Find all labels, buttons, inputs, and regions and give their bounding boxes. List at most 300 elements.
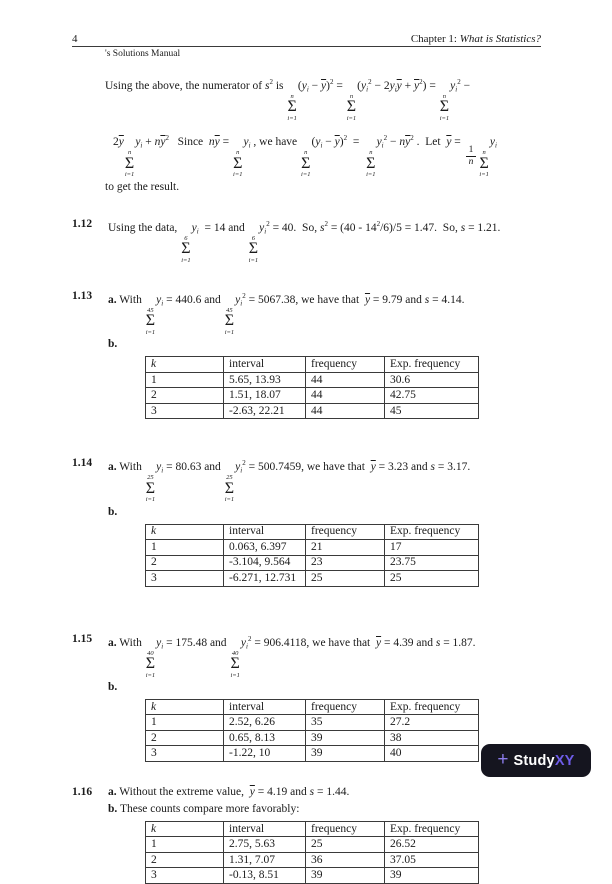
formula-token: = 5067.38, we have that [245,293,365,306]
formula-token: 45 [226,306,233,314]
table-cell: 1 [146,837,224,853]
formula-token: n [236,149,240,157]
logo-study-text: Study [513,752,555,769]
formula-token: 6 [184,234,188,242]
table-cell: 1 [146,715,224,731]
formula-token: y [156,293,162,306]
table-cell: -2.63, 22.21 [224,403,306,419]
table-cell: 27.2 [385,715,479,731]
formula-token: + [401,80,414,92]
table-row [146,837,479,853]
formula-token: = 3.23 and [375,461,431,474]
frequency-table-1-14 [145,524,479,587]
summation-symbol [124,149,135,178]
formula-line [108,208,540,264]
formula-token: 40 [147,649,154,657]
formula-token: s [430,461,435,474]
formula-token: n [482,149,486,157]
table-cell: -6.271, 12.731 [224,571,306,587]
table-row [146,388,479,404]
formula-token: i [366,85,369,94]
summation-symbol [224,474,235,503]
formula-token: n [304,149,308,157]
table-header-row [146,524,479,540]
summation-symbol [145,650,156,679]
problem-number: 1.16 [72,785,93,798]
formula-token: i=1 [346,114,357,122]
formula-token: Σ [439,98,450,116]
header-rule-row [72,33,541,47]
table-row [146,730,479,746]
summation-symbol [232,149,243,178]
formula-token: . Let [413,136,447,149]
formula-token: i [381,141,384,150]
table-cell: 39 [385,868,479,884]
formula-token: i=1 [301,171,311,179]
formula-token: Σ [224,312,235,330]
formula-token: 2 [368,78,372,86]
formula-token: With [116,636,145,649]
table-cell: 36 [306,852,385,868]
formula-token: s [424,293,430,306]
table-cell: -1.22, 10 [224,746,306,762]
formula-token: n [399,136,406,149]
table-row [146,715,479,731]
formula-token: 2 [457,78,461,86]
formula-token: y [301,80,307,92]
formula-token: i [248,141,251,150]
page-content [72,66,540,884]
table-cell: 39 [306,868,385,884]
formula-token: 2 [242,459,246,468]
table-cell: -3.104, 9.564 [224,555,306,571]
column-header: k [146,524,224,540]
formula-token: n [349,93,354,100]
formula-token: s [319,221,325,234]
formula-token: 2 [376,219,381,228]
formula-token: $\overline{y}$ [376,636,382,649]
table-cell: 39 [306,746,385,762]
problem-1-13 [72,280,540,419]
chapter-prefix: Chapter 1: [410,33,460,45]
formula-token: + [142,136,155,149]
formula-token: i=1 [181,256,191,264]
table-cell: 25 [306,571,385,587]
formula-token: /6)/5 = 1.47. So, [380,221,461,234]
formula-token: , we have [250,136,301,149]
manual-title: 's Solutions Manual [105,49,181,59]
formula-token: i=1 [366,171,376,179]
formula-token: 2 [383,134,388,143]
formula-token: Σ [287,98,297,116]
formula-token: n [127,149,132,157]
table-cell: 2 [146,852,224,868]
formula-token: b. [108,338,118,351]
table-cell: 3 [146,571,224,587]
formula-token: n [442,93,447,100]
formula-token: i [161,642,164,651]
table-cell: 26.52 [385,837,479,853]
part-b-label [108,504,540,521]
formula-token: to get the result. [105,180,180,193]
formula-token: 2 [410,134,414,143]
formula-token: = 9.79 and [370,293,425,306]
table-cell: 3 [146,746,224,762]
table-cell: 44 [306,388,385,404]
logo-xy-text: XY [554,752,575,769]
formula-token: − [460,80,471,92]
studyxy-logo [481,744,591,777]
formula-token: 2 [419,78,423,86]
formula-token: n [468,157,474,168]
formula-token: Σ [248,240,259,258]
table-cell: 17 [385,540,479,556]
formula-token: 25 [147,474,154,482]
table-cell: 2 [146,388,224,404]
formula-token: y [361,80,367,92]
formula-token: = 1.87. [440,636,476,649]
formula-token: ( [297,80,302,92]
formula-token: = 1.21. [465,221,501,234]
formula-token: ) = [422,80,439,92]
formula-token: $\overline{y}$ [321,80,327,92]
formula-token: = [219,136,233,149]
formula-token: = 1.44. [314,785,350,798]
problem-number: 1.12 [72,217,93,230]
formula-token: i [320,141,323,150]
table-cell: 35 [306,715,385,731]
table-cell: 0.65, 8.13 [224,730,306,746]
formula-token: Using the above, the numerator of [105,80,265,92]
formula-token: Since [168,136,209,149]
column-header: frequency [306,524,385,540]
table-cell: 1 [146,540,224,556]
formula-token: = [347,136,366,149]
summation-symbol [180,235,191,264]
formula-token: = 906.4118, we have that [251,636,376,649]
table-row [146,852,479,868]
table-cell: 44 [306,403,385,419]
formula-token: 2 [165,134,169,143]
formula-token: a. [108,293,117,306]
formula-token: $\overline{y}$ [370,461,376,474]
summation-symbol [439,93,450,122]
table-cell: 3 [146,868,224,884]
table-row [146,555,479,571]
formula-token: = 14 and [198,221,248,234]
formula-line [105,66,540,122]
formula-token: 2 [324,219,328,228]
formula-token: y [156,461,162,474]
formula-token: − [387,136,400,149]
formula-token: $\overline{y}$ [396,80,402,92]
problem-1-16 [72,784,540,884]
formula-token: i=1 [224,496,235,504]
table-cell: -0.13, 8.51 [224,868,306,884]
formula-token: = 440.6 and [163,293,224,306]
formula-token: a. [108,461,117,474]
formula-token: Σ [479,154,489,172]
column-header: interval [224,357,306,373]
table-cell: 2 [146,555,224,571]
summation-symbol [300,149,311,178]
column-header: interval [224,524,306,540]
formula-token: Using the data, [108,221,181,234]
table-cell: 1 [146,372,224,388]
formula-token: i=1 [224,328,235,336]
part-b-label [108,679,540,696]
formula-token: 2 [247,634,252,643]
formula-token: 1 [466,145,477,157]
problem-1-12 [72,208,540,264]
formula-token: y [156,636,162,649]
formula-token: i=1 [287,114,297,122]
formula-token: y [450,80,456,92]
formula-token: y [259,221,265,234]
formula-token: $\overline{y}$ [214,136,220,149]
table-row [146,403,479,419]
formula-token: 6 [251,234,256,242]
column-header: interval [224,699,306,715]
column-header: k [146,357,224,373]
formula-line [108,623,540,679]
formula-token: y [389,80,395,92]
formula-token: y [243,136,249,149]
formula-token: $\overline{y}$ [414,80,420,92]
formula-line [108,447,540,503]
formula-token: − [308,80,322,92]
text-line [108,801,540,818]
formula-token: i=1 [439,114,450,122]
column-header: Exp. frequency [385,821,479,837]
formula-token: ) [339,136,344,149]
table-cell: 42.75 [385,388,479,404]
formula-token: Without the extreme value, [116,785,250,798]
formula-token: n [290,93,294,100]
formula-token: Σ [145,655,156,673]
formula-token: s [265,80,270,92]
fraction [466,145,477,169]
column-header: frequency [306,821,385,837]
formula-token: i=1 [145,496,156,504]
table-row [146,540,479,556]
logo-wordmark [514,752,575,770]
formula-token: $\overline{y}$ [118,136,124,149]
summation-symbol [229,650,240,679]
formula-token: = 4.14. [429,293,465,306]
column-header: Exp. frequency [385,524,479,540]
column-header: frequency [306,699,385,715]
page-number: 4 [72,33,78,45]
frequency-table-1-13 [145,356,479,419]
formula-token: y [135,136,141,149]
formula-token: 2 [329,78,334,86]
formula-token: 2 [242,291,246,300]
part-b-label [108,336,540,353]
table-cell: 23 [306,555,385,571]
formula-token: i [394,85,397,94]
formula-token: With [116,461,145,474]
formula-token: $\overline{y}$ [364,293,371,306]
chapter-title: What is Statistics? [459,33,541,45]
formula-token: − [322,136,335,149]
problem-number: 1.13 [72,289,93,302]
formula-token: i [494,141,497,150]
formula-token: y [235,461,241,474]
formula-token: y [191,221,197,234]
formula-token: Σ [346,98,357,116]
formula-token: Σ [301,154,311,172]
formula-token: b. [108,505,118,518]
column-header: interval [224,821,306,837]
formula-token: i=1 [248,256,259,264]
formula-token: = [333,80,346,92]
formula-token: y [489,136,495,149]
table-cell: 2 [146,730,224,746]
formula-token: b. [108,802,118,815]
problem-number: 1.15 [72,632,93,645]
formula-token: i [240,299,243,308]
text-line [105,179,540,196]
frequency-table-1-15 [145,699,479,762]
intro-paragraph [105,66,540,196]
formula-token: $\overline{y}$ [249,785,255,798]
formula-token: n [208,136,215,149]
formula-token: y [315,136,321,149]
formula-token: y [235,293,241,306]
formula-token: y [240,636,246,649]
formula-token: i [246,642,248,651]
table-row [146,571,479,587]
formula-token: i [240,466,243,475]
table-header-row [146,357,479,373]
table-cell: 25 [385,571,479,587]
table-cell: 39 [306,730,385,746]
formula-token: $\overline{y}$ [334,136,340,149]
formula-token: ( [311,136,316,149]
table-cell: 2.52, 6.26 [224,715,306,731]
formula-token: i [264,227,267,236]
problem-number: 1.14 [72,457,93,470]
summation-symbol [224,307,235,336]
formula-token: = 40. So, [269,221,320,234]
formula-token: Σ [181,240,191,258]
formula-token: $\overline{y}$ [446,136,452,149]
page-header [72,33,541,59]
summation-symbol [145,307,156,336]
formula-token: i [306,85,309,94]
table-cell: 25 [306,837,385,853]
formula-token: With [116,293,145,306]
table-cell: 37.05 [385,852,479,868]
formula-token: = 175.48 and [163,636,230,649]
table-cell: 44 [306,372,385,388]
formula-token: 2 [343,134,348,143]
table-row [146,868,479,884]
table-cell: 1.51, 18.07 [224,388,306,404]
table-cell: 0.063, 6.397 [224,540,306,556]
column-header: Exp. frequency [385,699,479,715]
formula-token: i=1 [124,171,135,179]
formula-token: i=1 [145,671,156,679]
formula-token: i [455,85,458,94]
summation-symbol [248,235,259,264]
table-cell: 30.6 [385,372,479,388]
formula-token: 25 [226,474,233,482]
formula-token: = 80.63 and [163,461,224,474]
text-line [108,784,540,801]
formula-line [105,122,540,178]
table-cell: 21 [306,540,385,556]
frequency-table-1-16 [145,821,479,884]
formula-token: i=1 [479,171,489,179]
formula-token: i [140,141,143,150]
formula-token: 2 [113,136,119,149]
formula-token: is [272,80,287,92]
formula-token: i=1 [145,328,156,336]
formula-token: n [369,149,373,157]
table-cell: 1.31, 7.07 [224,852,306,868]
formula-line [108,280,540,336]
formula-token: = 4.19 and [254,785,310,798]
formula-token: $\overline{y}$ [405,136,411,149]
table-cell: 38 [385,730,479,746]
formula-token: s [309,785,315,798]
formula-token: n [154,136,161,149]
formula-token: a. [108,785,117,798]
table-row [146,372,479,388]
formula-token: Σ [145,479,156,497]
formula-token: Σ [124,154,135,172]
formula-token: y [376,136,382,149]
formula-token: = (40 - 14 [327,221,377,234]
formula-token: b. [108,680,118,693]
table-cell: 3 [146,403,224,419]
formula-token: s [460,221,466,234]
problem-1-14 [72,447,540,586]
formula-token: i [161,299,164,308]
column-header: k [146,821,224,837]
formula-token: = 500.7459, we have that [245,461,371,474]
formula-token: ( [357,80,362,92]
chapter-heading [411,33,541,45]
summation-symbol [365,149,376,178]
formula-token: i=1 [230,671,240,679]
formula-token: = 3.17. [435,461,471,474]
formula-token: 45 [147,306,154,314]
column-header: frequency [306,357,385,373]
table-cell: 23.75 [385,555,479,571]
formula-token: Σ [145,312,156,330]
formula-token: = 4.39 and [381,636,436,649]
summation-symbol [478,149,489,178]
formula-token: − 2 [371,80,390,92]
formula-token: Σ [233,154,243,172]
formula-token: $\overline{y}$ [160,136,166,149]
formula-token: s [435,636,441,649]
formula-token: 40 [231,649,239,657]
formula-token: i [161,466,164,475]
formula-token: i=1 [233,171,243,179]
formula-token: These counts compare more favorably: [117,802,300,815]
formula-token: a. [108,636,117,649]
formula-token: 2 [269,78,273,86]
table-cell: 5.65, 13.93 [224,372,306,388]
problem-1-15 [72,623,540,762]
formula-token: Σ [366,154,376,172]
formula-token: ) [326,80,330,92]
table-header-row [146,821,479,837]
